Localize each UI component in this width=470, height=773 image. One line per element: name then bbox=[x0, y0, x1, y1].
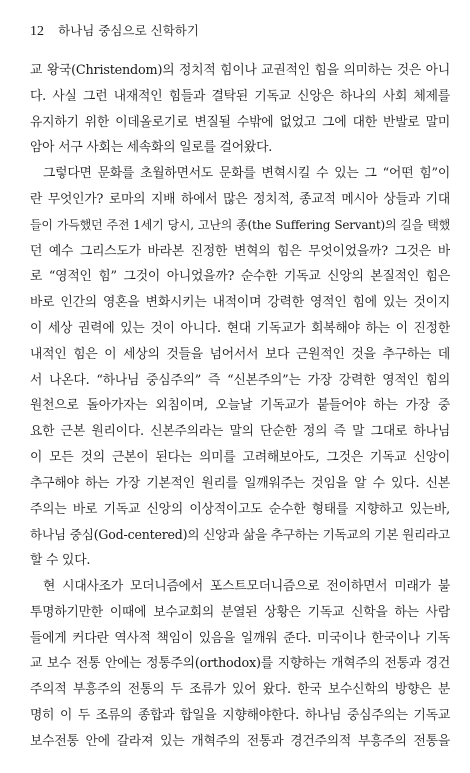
text-line: 투명하기만한 이때에 보수교회의 분열된 상황은 기독교 신학을 하는 사람 bbox=[30, 604, 450, 620]
text-line: 로 “영적인 힘” 그것이 아니었을까? 순수한 기독교 신앙의 본질적인 힘은 bbox=[30, 269, 450, 285]
body-text bbox=[30, 58, 450, 755]
text-line: 교 보수 전통 안에는 정통주의(orthodox)를 지향하는 개혁주의 전통과 경건 bbox=[30, 656, 450, 672]
text-line: 들에게 커다란 역사적 책임이 있음을 일깨워 준다. 미국이나 한국이나 기독 bbox=[30, 630, 450, 646]
text-line: 주의적 부흥주의 전통의 두 조류가 있어 왔다. 한국 보수신학의 방향은 분 bbox=[30, 682, 450, 698]
text-line: 주의는 바로 기독교 신앙의 이상적이고도 순수한 형태를 지향하고 있는바, bbox=[30, 501, 450, 517]
text-line: 그렇다면 문화를 초월하면서도 문화를 변혁시킬 수 있는 그 “어떤 힘”이 bbox=[43, 166, 450, 182]
page-header bbox=[30, 20, 450, 42]
text-line: 현 시대사조가 모더니즘에서 포스트모더니즘으로 전이하면서 미래가 불 bbox=[43, 578, 450, 594]
text-line: 추구해야 하는 가장 기본적인 원리를 일깨워주는 것임을 알 수 있다. 신본 bbox=[30, 475, 450, 491]
text-line: 하나님 중심(God-centered)의 신앙과 삶을 추구하는 기독교의 기본 원리라고 bbox=[30, 527, 450, 543]
text-line: 원천으로 돌아가자는 외침이며, 오늘날 기독교가 붙들어야 하는 가장 중 bbox=[30, 398, 450, 414]
text-line: 서 나온다. “하나님 중심주의” 즉 “신본주의”는 가장 강력한 영적인 힘의 bbox=[30, 372, 450, 388]
page-number: 12 bbox=[30, 24, 44, 39]
text-line: 할 수 있다. bbox=[30, 553, 91, 569]
text-line: 교 왕국(Christendom)의 정치적 힘이나 교권적인 힘을 의미하는 것은 아니 bbox=[30, 63, 450, 78]
text-line: 이 세상 권력에 있는 것이 아니다. 현대 기독교가 회복해야 하는 이 진정한 bbox=[30, 320, 450, 336]
text-line: 명히 이 두 조류의 종합과 합일을 지향해야한다. 하나님 중심주의는 기독교 bbox=[30, 707, 450, 723]
text-line: 란 무엇인가? 로마의 지배 하에서 많은 정치적, 종교적 메시아 상들과 기대 bbox=[30, 191, 450, 207]
running-title: 하나님 중심으로 신학하기 bbox=[58, 23, 199, 38]
text-line: 이 모든 것의 근본이 된다는 의미를 고려해보아도, 그것은 기독교 신앙이 bbox=[30, 449, 450, 465]
text-line: 요한 근본 원리이다. 신본주의라는 말의 단순한 정의 즉 말 그대로 하나님 bbox=[30, 424, 450, 440]
text-line: 내적인 힘은 이 세상의 것들을 넘어서서 보다 근원적인 것을 추구하는 데 bbox=[30, 346, 450, 362]
text-line: 보수전통 안에 갈라져 있는 개혁주의 전통과 경건주의적 부흥주의 전통을 bbox=[30, 733, 450, 749]
text-line: 유지하기 위한 이데올로기로 변질될 수밖에 없었고 그에 대한 반발로 말미 bbox=[30, 114, 450, 130]
text-line: 바로 인간의 영혼을 변화시키는 내적이며 강력한 영적인 힘에 있는 것이지 bbox=[30, 295, 450, 311]
text-line: 다. 사실 그런 내재적인 힘들과 결탁된 기독교 신앙은 하나의 사회 체제를 bbox=[30, 88, 450, 104]
text-line: 던 예수 그리스도가 바라본 진정한 변혁의 힘은 무엇이었을까? 그것은 바 bbox=[30, 243, 450, 259]
text-line: 들이 가득했던 주전 1세기 당시, 고난의 종(the Suffering Servant)의 길을 택했 bbox=[30, 217, 450, 232]
text-line: 암아 서구 사회는 세속화의 일로를 걸어왔다. bbox=[30, 140, 273, 156]
